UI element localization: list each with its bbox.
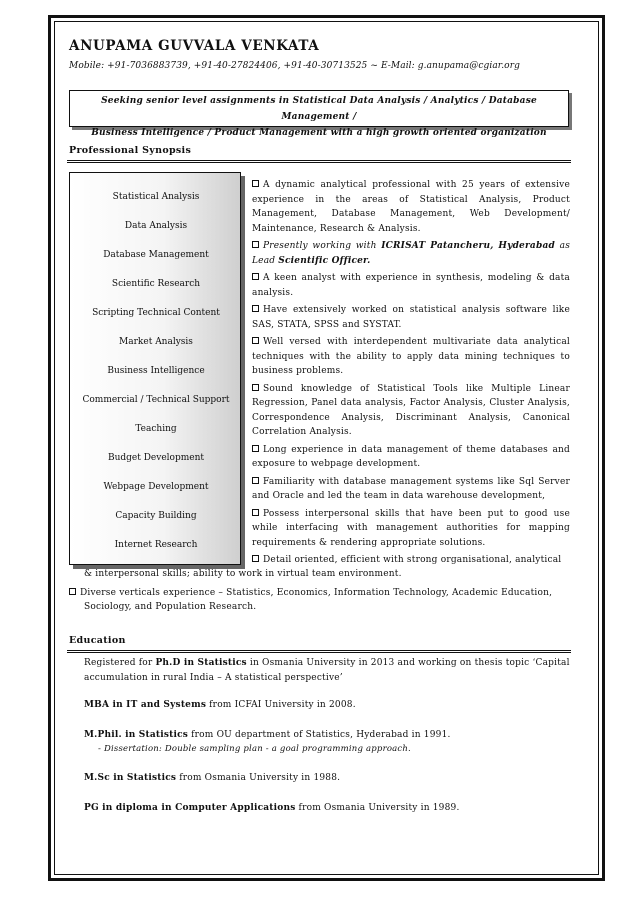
bullet-item-diverse: Diverse verticals experience – Statistics, Economics, Information Technology, Academic Education, <box>69 586 552 601</box>
checkbox-bullet-icon <box>252 337 259 344</box>
objective-line-1: Seeking senior level assignments in Statistical Data Analysis / Analytics / Database Management / <box>101 96 537 122</box>
objective-line-2: Business Intelligence / Product Management with a high growth oriented organization <box>91 128 547 138</box>
education-item-pg: PG in diploma in Computer Applications from Osmania University in 1989. <box>84 803 460 813</box>
bullet-item-current-role: Presently working with ICRISAT Patancheru, Hyderabad as Lead Scientific Officer. <box>252 241 571 266</box>
skill-item: Budget Development <box>107 453 205 463</box>
skill-item: Market Analysis <box>119 337 193 347</box>
bullet-item: Have extensively worked on statistical analysis software like SAS, STATA, SPSS and SYSTAT. <box>252 305 570 330</box>
objective-box <box>69 90 569 138</box>
bullet-item-detail: Detail oriented, efficient with strong organisational, analytical <box>252 553 572 568</box>
skill-item: Capacity Building <box>115 511 197 521</box>
skill-item: Statistical Analysis <box>112 192 200 202</box>
candidate-name: ANUPAMA GUVVALA VENKATA <box>69 38 320 54</box>
checkbox-bullet-icon <box>252 384 259 391</box>
skill-item: Scientific Research <box>111 279 201 289</box>
section-title-synopsis: Professional Synopsis <box>69 145 192 156</box>
bullet-item: A keen analyst with experience in synthesis, modeling & data analysis. <box>252 273 570 298</box>
education-item-mphil: M.Phil. in Statistics from OU department of Statistics, Hyderabad in 1991. <box>84 730 451 740</box>
checkbox-bullet-icon <box>252 273 259 280</box>
skill-item: Business Intelligence <box>107 366 205 376</box>
skill-item: Scripting Technical Content <box>92 308 220 318</box>
bullet-item: Possess interpersonal skills that have been put to good use while interfacing with management authorities for mapping requirements & rendering appropriate solutions. <box>252 508 570 548</box>
education-item-msc: M.Sc in Statistics from Osmania University in 1988. <box>84 773 341 783</box>
skill-item: Internet Research <box>114 540 198 550</box>
checkbox-bullet-icon <box>69 588 76 595</box>
bullet-item: Long experience in data management of theme databases and exposure to webpage development. <box>252 444 570 469</box>
section-title-education: Education <box>69 635 126 646</box>
bullet-item-diverse-continued: Sociology, and Population Research. <box>84 602 257 612</box>
skill-item: Commercial / Technical Support <box>82 395 230 405</box>
checkbox-bullet-icon <box>252 305 259 312</box>
bullet-item-detail-continued: & interpersonal skills; ability to work in virtual team environment. <box>84 569 402 579</box>
section-rule <box>67 650 571 653</box>
bullet-item: A dynamic analytical professional with 25 years of extensive experience in the areas of Statistical Analysis, Product Management, Database Management, Web Development/ Maintenance, Research & Analysis. <box>252 180 570 234</box>
checkbox-bullet-icon <box>252 180 259 187</box>
checkbox-bullet-icon <box>252 555 259 562</box>
synopsis-bullets <box>252 178 570 553</box>
dissertation-note: - Dissertation: Double sampling plan - a goal programming approach. <box>98 744 411 754</box>
checkbox-bullet-icon <box>252 509 259 516</box>
skill-item: Data Analysis <box>124 221 188 231</box>
checkbox-bullet-icon <box>252 477 259 484</box>
contact-info: Mobile: +91-7036883739, +91-40-27824406, +91-40-30713525 ~ E-Mail: g.anupama@cgiar.org <box>69 61 520 71</box>
checkbox-bullet-icon <box>252 241 259 248</box>
bullet-item: Familiarity with database management systems like Sql Server and Oracle and led the team in data warehouse development, <box>252 476 570 501</box>
bullet-item: Well versed with interdependent multivariate data analytical techniques with the ability to apply data mining techniques to business problems. <box>252 337 570 376</box>
checkbox-bullet-icon <box>252 445 259 452</box>
section-rule <box>67 160 571 163</box>
education-item-phd: Registered for Ph.D in Statistics in Osmania University in 2013 and working on thesis topic ‘Capital accumulation in rural India – A statistical perspective’ <box>84 658 570 683</box>
skills-box <box>69 172 241 565</box>
skill-item: Teaching <box>135 424 177 434</box>
education-item-mba: MBA in IT and Systems from ICFAI University in 2008. <box>84 700 356 710</box>
bullet-item: Sound knowledge of Statistical Tools like Multiple Linear Regression, Panel data analysis, Factor Analysis, Cluster Analysis, Correspondence Analysis, Discriminant Analysis, Canonical Correlation Analysis. <box>252 383 570 437</box>
skill-item: Webpage Development <box>103 482 209 492</box>
skill-item: Database Management <box>103 250 209 260</box>
